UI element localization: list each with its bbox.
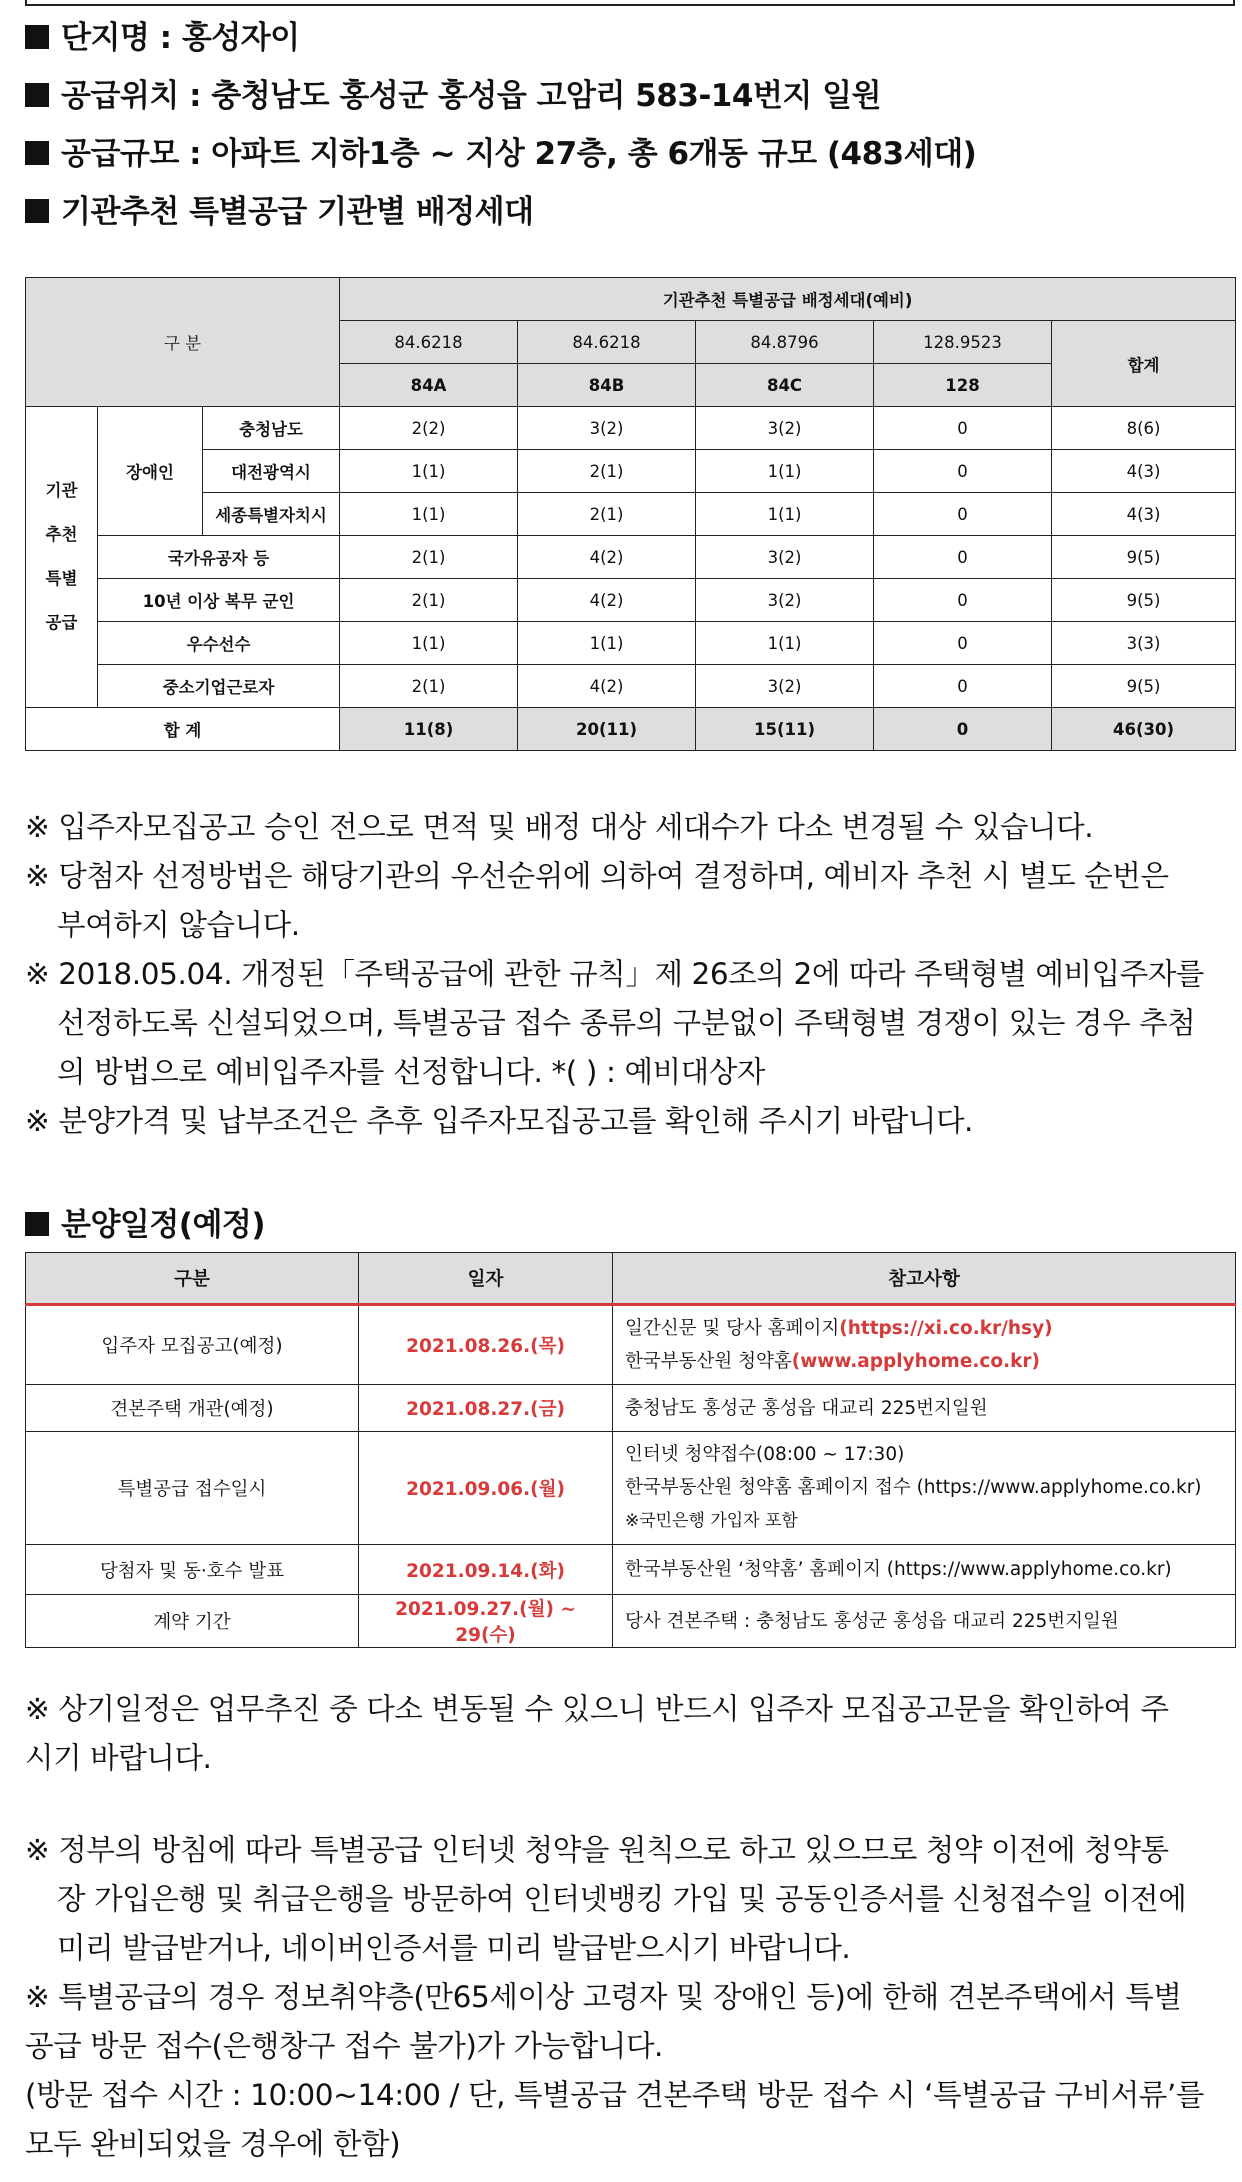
cell: 1(1) (340, 493, 518, 536)
cell: 3(2) (696, 665, 874, 708)
row-name: 당첨자 및 동·호수 발표 (26, 1545, 359, 1595)
header-total: 합계 (1052, 321, 1236, 407)
note-line: 장 가입은행 및 취급은행을 방문하여 인터넷뱅킹 가입 및 공동인증서를 신청접수일 이전에 (57, 1882, 1187, 1916)
square-bullet-icon (25, 83, 49, 107)
row-name: 중소기업근로자 (98, 665, 340, 708)
row-name: 대전광역시 (203, 450, 340, 493)
note-line: 공급 방문 접수(은행창구 접수 불가)가 가능합니다. (25, 2029, 664, 2063)
row-name: 세종특별자치시 (203, 493, 340, 536)
row-name: 견본주택 개관(예정) (26, 1385, 359, 1432)
cell: 1(1) (340, 450, 518, 493)
table-row (26, 1305, 1236, 1385)
row-name: 계약 기간 (26, 1595, 359, 1648)
cell: 8(6) (1052, 407, 1236, 450)
cell: 3(2) (696, 407, 874, 450)
area-84c: 84.8796 (696, 321, 874, 364)
table-row (26, 536, 1236, 579)
note-line: 모두 완비되었을 경우에 한함) (25, 2127, 401, 2161)
row-ref: 일간신문 및 당사 홈페이지(https://xi.co.kr/hsy) 한국부동산원 청약홈(www.applyhome.co.kr) (613, 1305, 1236, 1385)
cell: 9(5) (1052, 579, 1236, 622)
type-84a: 84A (340, 364, 518, 407)
notes-schedule (25, 1685, 1235, 1783)
cell: 2(1) (518, 450, 696, 493)
table-row (26, 1432, 1236, 1545)
row-date: 2021.09.14.(화) (359, 1545, 613, 1595)
table-row (26, 493, 1236, 536)
cell: 2(2) (340, 407, 518, 450)
row-date: 2021.08.27.(금) (359, 1385, 613, 1432)
note-line: ※ 정부의 방침에 따라 특별공급 인터넷 청약을 원칙으로 하고 있으므로 청약 이전에 청약통 (25, 1833, 1169, 1867)
info-scale: 공급규모 : 아파트 지하1층 ~ 지상 27층, 총 6개동 규모 (483세대) (25, 128, 976, 173)
table-row (26, 407, 1236, 450)
table-row (26, 1595, 1236, 1648)
cell: 3(2) (518, 407, 696, 450)
cell: 1(1) (696, 450, 874, 493)
row-name: 우수선수 (98, 622, 340, 665)
table-row (26, 1385, 1236, 1432)
info-alloc-title: 기관추천 특별공급 기관별 배정세대 (25, 186, 534, 231)
note-line: 시기 바랍니다. (25, 1741, 212, 1775)
note-line: 의 방법으로 예비입주자를 선정합니다. *( ) : 예비대상자 (57, 1055, 765, 1089)
area-84b: 84.6218 (518, 321, 696, 364)
cell: 1(1) (518, 622, 696, 665)
notes-allocation (25, 803, 1235, 1146)
cell: 0 (874, 708, 1052, 751)
cell: 0 (874, 407, 1052, 450)
info-location: 공급위치 : 충청남도 홍성군 홍성읍 고암리 583-14번지 일원 (25, 70, 881, 115)
sum-row (26, 708, 1236, 751)
note-line: ※ 당첨자 선정방법은 해당기관의 우선순위에 의하여 결정하며, 예비자 추천 시 별도 순번은 (25, 859, 1169, 893)
table-row (26, 622, 1236, 665)
info-complex: 단지명 : 홍성자이 (25, 12, 300, 57)
row-date: 2021.09.27.(월) ~ 29(수) (359, 1595, 613, 1648)
cell: 9(5) (1052, 536, 1236, 579)
cell: 4(3) (1052, 493, 1236, 536)
area-84a: 84.6218 (340, 321, 518, 364)
note-line: ※ 입주자모집공고 승인 전으로 면적 및 배정 대상 세대수가 다소 변경될 수 있습니다. (25, 810, 1094, 844)
cell: 15(11) (696, 708, 874, 751)
note-line: 미리 발급받거나, 네이버인증서를 미리 발급받으시기 바랍니다. (57, 1931, 851, 1965)
table-row (26, 579, 1236, 622)
cell: 1(1) (696, 493, 874, 536)
notes-application (25, 1826, 1235, 2169)
row-name: 합 계 (26, 708, 340, 751)
header-main: 기관추천 특별공급 배정세대(예비) (340, 278, 1236, 321)
table-row (26, 1545, 1236, 1595)
square-bullet-icon (25, 141, 49, 165)
cell: 4(3) (1052, 450, 1236, 493)
cell: 11(8) (340, 708, 518, 751)
cell: 20(11) (518, 708, 696, 751)
note-line: ※ 상기일정은 업무추진 중 다소 변동될 수 있으니 반드시 입주자 모집공고문을 확인하여 주 (25, 1692, 1169, 1726)
row-name: 입주자 모집공고(예정) (26, 1305, 359, 1385)
note-line: ※ 분양가격 및 납부조건은 추후 입주자모집공고를 확인해 주시기 바랍니다. (25, 1104, 974, 1138)
cell: 1(1) (696, 622, 874, 665)
square-bullet-icon (25, 1212, 49, 1236)
cell: 2(1) (518, 493, 696, 536)
type-84c: 84C (696, 364, 874, 407)
cell: 0 (874, 579, 1052, 622)
header-gubun: 구분 (26, 1253, 359, 1305)
cell: 4(2) (518, 665, 696, 708)
top-box-border (25, 0, 1235, 6)
row-ref: 당사 견본주택 : 충청남도 홍성군 홍성읍 대교리 225번지일원 (613, 1595, 1236, 1648)
row-name: 충청남도 (203, 407, 340, 450)
note-line: 부여하지 않습니다. (57, 908, 300, 942)
header-date: 일자 (359, 1253, 613, 1305)
note-line: (방문 접수 시간 : 10:00~14:00 / 단, 특별공급 견본주택 방문 접수 시 ‘특별공급 구비서류’를 (25, 2078, 1204, 2112)
cell: 2(1) (340, 536, 518, 579)
row-ref: 인터넷 청약접수(08:00 ~ 17:30) 한국부동산원 청약홈 홈페이지 접수 (https://www.applyhome.co.kr) ※국민은행 가입자 포함 (613, 1432, 1236, 1545)
row-name: 10년 이상 복무 군인 (98, 579, 340, 622)
cell: 2(1) (340, 579, 518, 622)
type-128: 128 (874, 364, 1052, 407)
cell: 0 (874, 450, 1052, 493)
table-row (26, 450, 1236, 493)
allocation-table (25, 277, 1236, 751)
note-line: ※ 특별공급의 경우 정보취약층(만65세이상 고령자 및 장애인 등)에 한해 견본주택에서 특별 (25, 1980, 1182, 2014)
row-date: 2021.09.06.(월) (359, 1432, 613, 1545)
row-name: 국가유공자 등 (98, 536, 340, 579)
cell: 3(3) (1052, 622, 1236, 665)
schedule-table (25, 1252, 1236, 1648)
row-name: 특별공급 접수일시 (26, 1432, 359, 1545)
square-bullet-icon (25, 199, 49, 223)
row-date: 2021.08.26.(목) (359, 1305, 613, 1385)
type-84b: 84B (518, 364, 696, 407)
row-ref: 한국부동산원 ‘청약홈’ 홈페이지 (https://www.applyhome.co.kr) (613, 1545, 1236, 1595)
side-group-label: 기관 추천 특별 공급 (26, 407, 98, 708)
cell: 4(2) (518, 579, 696, 622)
cell: 3(2) (696, 536, 874, 579)
cell: 0 (874, 536, 1052, 579)
cell: 3(2) (696, 579, 874, 622)
row-ref: 충청남도 홍성군 홍성읍 대교리 225번지일원 (613, 1385, 1236, 1432)
cell: 2(1) (340, 665, 518, 708)
cell: 0 (874, 622, 1052, 665)
cell: 9(5) (1052, 665, 1236, 708)
cell: 4(2) (518, 536, 696, 579)
square-bullet-icon (25, 25, 49, 49)
note-line: ※ 2018.05.04. 개정된「주택공급에 관한 규칙」제 26조의 2에 따라 주택형별 예비입주자를 (25, 957, 1205, 991)
header-gubun: 구 분 (26, 278, 340, 407)
cell: 0 (874, 665, 1052, 708)
note-line: 선정하도록 신설되었으며, 특별공급 접수 종류의 구분없이 주택형별 경쟁이 있는 경우 추첨 (57, 1006, 1196, 1040)
cell: 46(30) (1052, 708, 1236, 751)
area-128: 128.9523 (874, 321, 1052, 364)
cell: 0 (874, 493, 1052, 536)
schedule-title: 분양일정(예정) (25, 1199, 265, 1244)
header-ref: 참고사항 (613, 1253, 1236, 1305)
cell: 1(1) (340, 622, 518, 665)
table-row (26, 665, 1236, 708)
disabled-group-label: 장애인 (98, 407, 203, 536)
